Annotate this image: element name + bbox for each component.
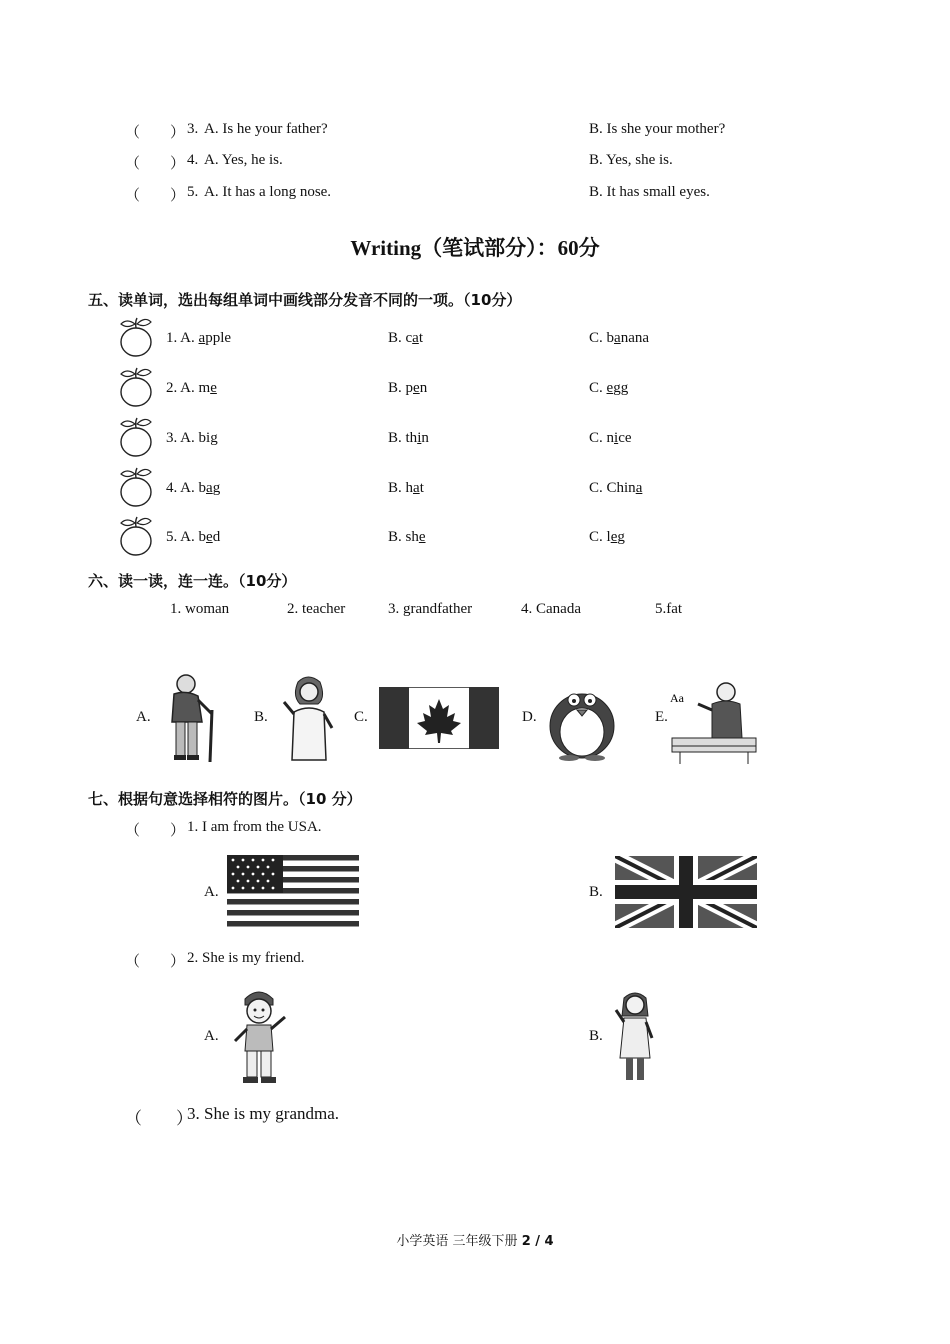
option-a	[166, 529, 220, 546]
option-b	[388, 529, 426, 546]
word-part: gg	[613, 380, 629, 396]
word-part: C. l	[589, 529, 611, 545]
question-number: 5.	[187, 184, 199, 200]
word-part: C. b	[589, 330, 615, 346]
option-a: A. Yes, he is.	[204, 152, 283, 168]
usa-flag-picture	[227, 855, 359, 927]
option-a	[166, 330, 231, 347]
option-a	[166, 380, 217, 397]
option-b	[388, 380, 427, 397]
underlined-letters: e	[206, 529, 213, 545]
apple-icon	[117, 416, 155, 458]
word-woman: 1. woman	[170, 601, 230, 617]
word-part: B. p	[388, 380, 414, 396]
word-part: t	[419, 480, 424, 496]
page-footer	[0, 1230, 950, 1249]
option-c	[589, 430, 632, 447]
answer-paren[interactable]: （ ）	[125, 125, 186, 141]
underlined-letters: a	[412, 330, 419, 346]
picture-label-b: B.	[254, 709, 268, 725]
word-part: n	[419, 380, 428, 396]
option-b: B. It has small eyes.	[589, 184, 710, 200]
word-part: n	[421, 430, 429, 446]
word-part: ce	[618, 430, 632, 446]
board-text: Aa	[670, 691, 684, 705]
underlined-letters: a	[614, 330, 621, 346]
underlined-letters: e	[413, 380, 420, 396]
apple-icon	[117, 316, 155, 358]
underlined-letters: a	[206, 480, 213, 496]
underlined-letters: a	[413, 480, 420, 496]
answer-paren[interactable]: （ ）	[125, 954, 186, 970]
teacher-picture	[668, 676, 758, 766]
option-c	[589, 480, 642, 497]
section7-heading: 七、根据句意选择相符的图片。（10 分）	[88, 790, 362, 808]
answer-paren[interactable]: （ ）	[125, 1109, 193, 1128]
option-a	[166, 480, 220, 497]
word-part: 4. A. b	[166, 480, 207, 496]
girl-picture	[612, 990, 658, 1085]
section-title: Writing（笔试部分）：60分	[350, 236, 600, 260]
underlined-letters: a	[198, 330, 206, 346]
option-b: B. Yes, she is.	[589, 152, 673, 168]
option-a: A. Is he your father?	[204, 121, 328, 137]
word-canada: 4. Canada	[521, 601, 581, 617]
word-grandfather: 3. grandfather	[388, 601, 473, 617]
word-part: 1. A.	[166, 330, 199, 346]
option-a: A. It has a long nose.	[204, 184, 332, 200]
picture-label-e: E.	[655, 709, 668, 725]
underlined-letters: g	[210, 430, 218, 446]
word-part: C.	[589, 380, 607, 396]
option-c	[589, 529, 625, 546]
word-part: B. h	[388, 480, 414, 496]
picture-label-c: C.	[354, 709, 368, 725]
word-part: nana	[620, 330, 650, 346]
option-a-label: A.	[204, 884, 219, 900]
option-c	[589, 330, 649, 347]
word-part: B. c	[388, 330, 413, 346]
word-teacher: 2. teacher	[287, 601, 346, 617]
boy-picture	[227, 985, 292, 1087]
question-number: 4.	[187, 152, 199, 168]
uk-flag-picture	[615, 856, 757, 928]
word-part: 5. A. b	[166, 529, 207, 545]
apple-icon	[117, 466, 155, 508]
word-part: C. n	[589, 430, 615, 446]
word-part: d	[212, 529, 221, 545]
option-c	[589, 380, 628, 397]
word-part: C. Chin	[589, 480, 636, 496]
question-text: 1. I am from the USA.	[187, 819, 322, 835]
underlined-letters: a	[635, 480, 643, 496]
word-fat: 5.fat	[655, 601, 683, 617]
option-b-label: B.	[589, 1028, 603, 1044]
page-number: 2 / 4	[521, 1234, 554, 1249]
picture-label-d: D.	[522, 709, 537, 725]
answer-paren[interactable]: （ ）	[125, 156, 186, 172]
apple-icon	[117, 515, 155, 557]
underlined-letters: e	[606, 380, 614, 396]
option-b-label: B.	[589, 884, 603, 900]
option-b	[388, 480, 424, 497]
word-part: B. th	[388, 430, 418, 446]
woman-picture	[278, 672, 340, 764]
word-part: B. sh	[388, 529, 419, 545]
picture-label-a: A.	[136, 709, 151, 725]
word-part: 2. A. m	[166, 380, 211, 396]
grandfather-picture	[160, 670, 220, 765]
underlined-letters: e	[210, 380, 217, 396]
underlined-letters: i	[614, 430, 619, 446]
canada-flag-picture	[379, 687, 499, 749]
underlined-letters: i	[417, 430, 422, 446]
option-b: B. Is she your mother?	[589, 121, 726, 137]
question-text: 3. She is my grandma.	[187, 1104, 340, 1123]
word-part: pple	[205, 330, 232, 346]
answer-paren[interactable]: （ ）	[125, 188, 186, 204]
penguin-picture	[545, 676, 620, 762]
question-text: 2. She is my friend.	[187, 950, 305, 966]
word-part: g	[617, 529, 625, 545]
underlined-letters: e	[610, 529, 618, 545]
footer-text: 小学英语 三年级下册	[396, 1234, 522, 1249]
option-b	[388, 330, 423, 347]
question-number: 3.	[187, 121, 199, 137]
word-part: 3. A. bi	[166, 430, 211, 446]
option-b	[388, 430, 429, 447]
answer-paren[interactable]: （ ）	[125, 823, 186, 839]
section5-heading: 五、读单词，选出每组单词中画线部分发音不同的一项。（10分）	[88, 291, 522, 309]
word-part: t	[418, 330, 424, 346]
apple-icon	[117, 366, 155, 408]
word-part: g	[212, 480, 221, 496]
section6-heading: 六、读一读，连一连。（10分）	[88, 572, 297, 590]
underlined-letters: e	[418, 529, 426, 545]
option-a-label: A.	[204, 1028, 219, 1044]
option-a	[166, 430, 218, 447]
